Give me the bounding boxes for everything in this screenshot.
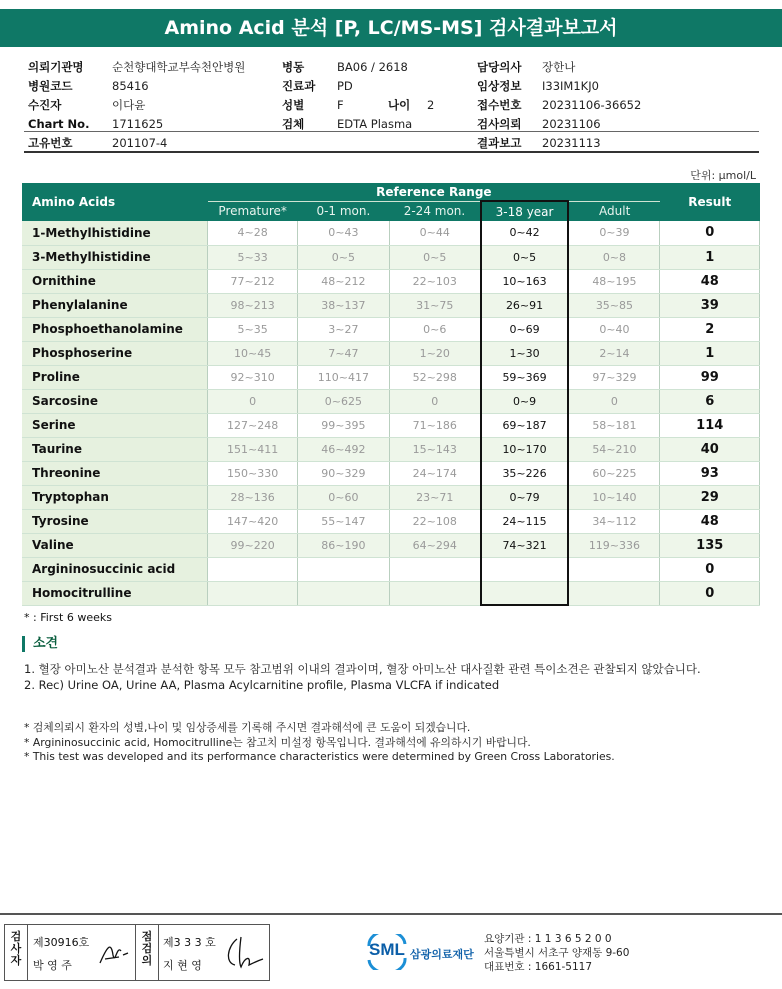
reference-range-cell: 151~411 (208, 437, 298, 461)
table-row (22, 485, 760, 509)
amino-acid-name: Valine (22, 533, 208, 557)
unit-label: 단위: μmol/L (690, 169, 756, 182)
reference-range-cell: 64~294 (389, 533, 481, 557)
result-cell: 0 (660, 581, 760, 605)
doctor-label: 담당의사 (477, 60, 522, 74)
reference-range-cell: 69~187 (481, 413, 569, 437)
header-range-3: 3-18 year (481, 201, 569, 221)
reference-range-cell: 31~75 (389, 293, 481, 317)
header-range-1: 0-1 mon. (298, 201, 390, 221)
reference-range-cell: 48~195 (568, 269, 660, 293)
uid-label: 고유번호 (28, 136, 73, 150)
result-cell: 0 (660, 557, 760, 581)
reference-range-cell: 7~47 (298, 341, 390, 365)
amino-acid-name: Serine (22, 413, 208, 437)
result-cell: 40 (660, 437, 760, 461)
note-line: * 검체의뢰시 환자의 성별,나이 및 임상증세를 기록해 주시면 결과해석에 큰 도움이 되겠습니다. (24, 721, 471, 734)
patient-label: 수진자 (28, 98, 62, 112)
reference-range-cell (568, 557, 660, 581)
amino-acid-name: Tyrosine (22, 509, 208, 533)
receipt-label: 접수번호 (477, 98, 522, 112)
reference-range-cell: 110~417 (298, 365, 390, 389)
result-cell: 6 (660, 389, 760, 413)
reference-range-cell: 0~44 (389, 221, 481, 245)
dept-label: 진료과 (282, 79, 316, 93)
reference-range-cell: 46~492 (298, 437, 390, 461)
comment-line: 2. Rec) Urine OA, Urine AA, Plasma Acylcarnitine profile, Plasma VLCFA if indicated (24, 678, 500, 692)
reference-range-cell: 90~329 (298, 461, 390, 485)
result-cell: 2 (660, 317, 760, 341)
result-cell: 29 (660, 485, 760, 509)
result-cell: 48 (660, 269, 760, 293)
table-row (22, 509, 760, 533)
table-row (22, 557, 760, 581)
uid-value: 201107-4 (112, 136, 168, 150)
ward-label: 병동 (282, 60, 305, 74)
age-value: 2 (427, 98, 435, 112)
reference-range-cell (208, 581, 298, 605)
reference-range-cell: 35~226 (481, 461, 569, 485)
table-row (22, 293, 760, 317)
footer-divider (0, 913, 782, 915)
amino-acid-name: Tryptophan (22, 485, 208, 509)
reference-range-cell (568, 581, 660, 605)
result-cell: 1 (660, 245, 760, 269)
reference-range-cell: 74~321 (481, 533, 569, 557)
request-label: 검사의뢰 (477, 117, 522, 131)
amino-acid-name: Homocitrulline (22, 581, 208, 605)
reference-range-cell: 0~625 (298, 389, 390, 413)
chart-label: Chart No. (28, 117, 90, 131)
reference-range-cell: 34~112 (568, 509, 660, 533)
table-row (22, 533, 760, 557)
amino-acid-name: 3-Methylhistidine (22, 245, 208, 269)
reference-range-cell: 0~69 (481, 317, 569, 341)
comment-line: 1. 혈장 아미노산 분석결과 분석한 항목 모두 참고범위 이내의 결과이며, 혈장 아미노산 대사질환 관련 특이소견은 관찰되지 않았습니다. (24, 662, 701, 676)
reference-range-cell: 5~35 (208, 317, 298, 341)
amino-acid-name: Sarcosine (22, 389, 208, 413)
reference-range-cell: 97~329 (568, 365, 660, 389)
result-cell: 93 (660, 461, 760, 485)
reference-range-cell: 0~42 (481, 221, 569, 245)
ward-value: BA06 / 2618 (337, 60, 408, 74)
table-row (22, 389, 760, 413)
patient-value: 이다윤 (112, 98, 146, 112)
lab-phone: 대표번호 : 1661-5117 (484, 961, 593, 973)
result-cell: 1 (660, 341, 760, 365)
specimen-label: 검체 (282, 117, 305, 131)
reference-range-cell: 147~420 (208, 509, 298, 533)
reference-range-cell: 0~79 (481, 485, 569, 509)
amino-acid-name: Taurine (22, 437, 208, 461)
sex-value: F (337, 98, 344, 112)
reference-range-cell: 150~330 (208, 461, 298, 485)
reference-range-cell: 28~136 (208, 485, 298, 509)
reference-range-cell (298, 581, 390, 605)
lab-logo-text: SML (369, 940, 405, 959)
amino-acid-name: Phosphoserine (22, 341, 208, 365)
reference-range-cell: 0 (208, 389, 298, 413)
reference-range-cell: 10~45 (208, 341, 298, 365)
reference-range-cell: 5~33 (208, 245, 298, 269)
note-line: * This test was developed and its performance characteristics were determined by Green Cross Laboratories. (24, 750, 615, 763)
reference-range-cell: 23~71 (389, 485, 481, 509)
reference-range-cell: 1~30 (481, 341, 569, 365)
reference-range-cell: 15~143 (389, 437, 481, 461)
report-title: Amino Acid 분석 [P, LC/MS-MS] 검사결과보고서 (0, 9, 782, 47)
reference-range-cell: 71~186 (389, 413, 481, 437)
table-row (22, 269, 760, 293)
amino-acid-name: 1-Methylhistidine (22, 221, 208, 245)
footnote: * : First 6 weeks (24, 611, 112, 624)
result-cell: 0 (660, 221, 760, 245)
receipt-value: 20231106-36652 (542, 98, 642, 112)
reference-range-cell: 0~40 (568, 317, 660, 341)
tester-signature (97, 937, 131, 969)
reference-range-cell: 0~39 (568, 221, 660, 245)
reference-range-cell: 0~60 (298, 485, 390, 509)
header-range-4: Adult (568, 201, 660, 221)
reference-range-cell: 22~108 (389, 509, 481, 533)
lab-address: 서울특별시 서초구 양재동 9-60 (484, 947, 630, 959)
sex-label: 성별 (282, 98, 305, 112)
reference-range-cell: 127~248 (208, 413, 298, 437)
reference-range-cell: 24~115 (481, 509, 569, 533)
lab-address-block (484, 932, 629, 974)
tester-name: 박 영 주 (33, 959, 72, 972)
reference-range-cell: 4~28 (208, 221, 298, 245)
table-row (22, 245, 760, 269)
reference-range-cell: 99~395 (298, 413, 390, 437)
result-cell: 48 (660, 509, 760, 533)
report-value: 20231113 (542, 136, 601, 150)
amino-acid-table (22, 183, 760, 606)
divider (24, 151, 759, 153)
header-reference-range: Reference Range (208, 183, 660, 201)
reference-range-cell: 55~147 (298, 509, 390, 533)
clinical-value: I33IM1KJ0 (542, 79, 599, 93)
result-cell: 39 (660, 293, 760, 317)
reference-range-cell: 52~298 (389, 365, 481, 389)
note-line: * Argininosuccinic acid, Homocitrulline는 참고치 미설정 항목입니다. 결과해석에 유의하시기 바랍니다. (24, 736, 531, 749)
reference-range-cell: 48~212 (298, 269, 390, 293)
reference-range-cell: 0 (568, 389, 660, 413)
reference-range-cell: 35~85 (568, 293, 660, 317)
reference-range-cell (481, 557, 569, 581)
dept-value: PD (337, 79, 353, 93)
reference-range-cell: 58~181 (568, 413, 660, 437)
header-result: Result (660, 183, 760, 221)
result-cell: 135 (660, 533, 760, 557)
reference-range-cell (208, 557, 298, 581)
table-row (22, 341, 760, 365)
amino-acid-name: Proline (22, 365, 208, 389)
amino-acid-name: Threonine (22, 461, 208, 485)
reference-range-cell: 0~8 (568, 245, 660, 269)
tester-label: 검사자 (10, 930, 22, 967)
reference-range-cell: 10~140 (568, 485, 660, 509)
reference-range-cell (389, 581, 481, 605)
reference-range-cell: 0~5 (389, 245, 481, 269)
doctor-value: 장한나 (542, 60, 576, 74)
reference-range-cell: 0~5 (481, 245, 569, 269)
code-value: 85416 (112, 79, 149, 93)
reference-range-cell: 38~137 (298, 293, 390, 317)
header-range-2: 2-24 mon. (389, 201, 481, 221)
reference-range-cell: 10~163 (481, 269, 569, 293)
table-row (22, 221, 760, 245)
reference-range-cell: 54~210 (568, 437, 660, 461)
reference-range-cell: 60~225 (568, 461, 660, 485)
table-row (22, 581, 760, 605)
amino-acid-name: Ornithine (22, 269, 208, 293)
reference-range-cell: 119~336 (568, 533, 660, 557)
divider (24, 131, 759, 132)
tester-no: 제30916호 (33, 936, 90, 949)
clinical-label: 임상정보 (477, 79, 522, 93)
report-label: 결과보고 (477, 136, 522, 150)
table-row (22, 413, 760, 437)
reference-range-cell (389, 557, 481, 581)
reference-range-cell: 3~27 (298, 317, 390, 341)
amino-acid-name: Argininosuccinic acid (22, 557, 208, 581)
lab-code: 요양기관 : 1 1 3 6 5 2 0 0 (484, 933, 612, 945)
table-row (22, 461, 760, 485)
reference-range-cell (298, 557, 390, 581)
reference-range-cell: 10~170 (481, 437, 569, 461)
checker-label: 점검의 (141, 930, 153, 967)
chart-value: 1711625 (112, 117, 164, 131)
comment-title: 소견 (22, 636, 58, 652)
reference-range-cell: 86~190 (298, 533, 390, 557)
reference-range-cell: 92~310 (208, 365, 298, 389)
reference-range-cell: 0~5 (298, 245, 390, 269)
reference-range-cell: 22~103 (389, 269, 481, 293)
table-row (22, 317, 760, 341)
request-value: 20231106 (542, 117, 601, 131)
reference-range-cell: 59~369 (481, 365, 569, 389)
reference-range-cell: 98~213 (208, 293, 298, 317)
reference-range-cell: 77~212 (208, 269, 298, 293)
reference-range-cell (481, 581, 569, 605)
reference-range-cell: 0~43 (298, 221, 390, 245)
amino-acid-name: Phosphoethanolamine (22, 317, 208, 341)
table-row (22, 365, 760, 389)
org-value: 순천향대학교부속천안병원 (112, 60, 246, 74)
checker-no: 제3 3 3 호 (163, 936, 216, 949)
result-cell: 99 (660, 365, 760, 389)
header-amino-acids: Amino Acids (22, 183, 208, 221)
org-label: 의뢰기관명 (28, 60, 84, 74)
checker-name: 지 현 영 (163, 959, 202, 972)
reference-range-cell: 0 (389, 389, 481, 413)
lab-name: 삼광의료재단 (410, 948, 474, 961)
lab-logo (365, 934, 474, 974)
age-label: 나이 (388, 98, 411, 112)
reference-range-cell: 1~20 (389, 341, 481, 365)
header-range-0: Premature* (208, 201, 298, 221)
specimen-value: EDTA Plasma (337, 117, 413, 131)
reference-range-cell: 26~91 (481, 293, 569, 317)
code-label: 병원코드 (28, 79, 73, 93)
reference-range-cell: 24~174 (389, 461, 481, 485)
reference-range-cell: 0~6 (389, 317, 481, 341)
table-row (22, 437, 760, 461)
amino-acid-name: Phenylalanine (22, 293, 208, 317)
result-cell: 114 (660, 413, 760, 437)
signature-box (4, 924, 270, 981)
reference-range-cell: 2~14 (568, 341, 660, 365)
reference-range-cell: 0~9 (481, 389, 569, 413)
checker-signature (223, 933, 267, 973)
reference-range-cell: 99~220 (208, 533, 298, 557)
